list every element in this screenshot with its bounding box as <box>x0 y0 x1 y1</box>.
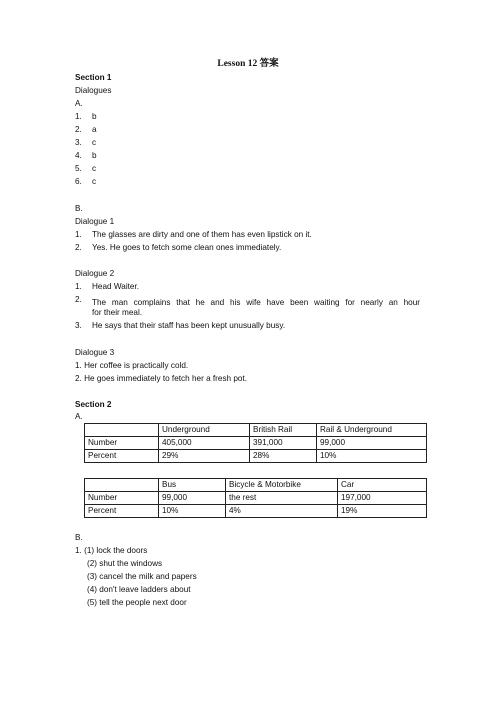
a-item-number: 1. <box>75 112 82 121</box>
dialogue2-item-number: 1. <box>75 282 82 291</box>
table-row-label: Number <box>85 437 159 450</box>
dialogue1-item-text: Yes. He goes to fetch some clean ones immediately. <box>92 243 282 252</box>
table-cell: 99,000 <box>159 492 226 505</box>
section2-b-label: B. <box>75 533 83 542</box>
b-sub-item: (4) don't leave ladders about <box>87 585 191 594</box>
table-row <box>85 450 427 463</box>
table-cell: the rest <box>226 492 338 505</box>
a-item-number: 2. <box>75 125 82 134</box>
a-item-answer: a <box>92 125 97 134</box>
table-cell: 99,000 <box>317 437 427 450</box>
table-header-cell: Bicycle & Motorbike <box>226 479 338 492</box>
transport-table-2 <box>84 478 427 518</box>
b-first-line: 1. (1) lock the doors <box>75 546 148 555</box>
dialogue3-line: 2. He goes immediately to fetch her a fresh pot. <box>75 374 248 383</box>
table-cell: 28% <box>250 450 317 463</box>
section1-b-label: B. <box>75 204 83 213</box>
transport-table-1 <box>84 423 427 463</box>
a-item-answer: b <box>92 151 97 160</box>
dialogue1-item-text: The glasses are dirty and one of them has even lipstick on it. <box>92 230 312 239</box>
a-item-answer: c <box>92 177 97 186</box>
table-cell: 19% <box>338 505 427 518</box>
table-cell: 29% <box>159 450 250 463</box>
table-cell: 10% <box>159 505 226 518</box>
table-cell: 391,000 <box>250 437 317 450</box>
dialogue2-item-text: Head Waiter. <box>92 282 140 291</box>
table-header-cell: Underground <box>159 424 250 437</box>
a-item-number: 6. <box>75 177 82 186</box>
table-row-label: Percent <box>85 505 159 518</box>
table-header-cell: Bus <box>159 479 226 492</box>
section1-a-label: A. <box>75 99 83 108</box>
dialogue2-item-number: 3. <box>75 321 82 330</box>
table-row <box>85 505 427 518</box>
section2-heading: Section 2 <box>75 400 112 409</box>
section1-heading: Section 1 <box>75 73 112 82</box>
a-item-answer: c <box>92 138 97 147</box>
a-item-number: 5. <box>75 164 82 173</box>
table-row-label: Number <box>85 492 159 505</box>
table-cell: 4% <box>226 505 338 518</box>
dialogue1-item-number: 1. <box>75 230 82 239</box>
dialogue1-item-number: 2. <box>75 243 82 252</box>
dialogue1-label: Dialogue 1 <box>75 217 115 226</box>
a-item-number: 4. <box>75 151 82 160</box>
table-cell: 197,000 <box>338 492 427 505</box>
page-title: Lesson 12 答案 <box>217 59 279 69</box>
b-sub-item: (2) shut the windows <box>87 559 163 568</box>
table-cell <box>85 424 159 437</box>
table-header-row <box>85 424 427 437</box>
dialogues-label: Dialogues <box>75 86 112 95</box>
table-cell: 405,000 <box>159 437 250 450</box>
table-cell <box>85 479 159 492</box>
table-row-label: Percent <box>85 450 159 463</box>
table-header-cell: British Rail <box>250 424 317 437</box>
table-header-row <box>85 479 427 492</box>
table-header-cell: Car <box>338 479 427 492</box>
table-cell: 10% <box>317 450 427 463</box>
a-item-answer: b <box>92 112 97 121</box>
dialogue3-label: Dialogue 3 <box>75 348 115 357</box>
b-sub-item: (3) cancel the milk and papers <box>87 572 197 581</box>
a-item-answer: c <box>92 164 97 173</box>
dialogue2-label: Dialogue 2 <box>75 269 115 278</box>
dialogue2-item-continuation: for their meal. <box>92 308 143 317</box>
dialogue2-item-text: The man complains that he and his wife have been waiting for nearly an hour <box>92 298 420 307</box>
table-row <box>85 492 427 505</box>
a-item-number: 3. <box>75 138 82 147</box>
dialogue3-line: 1. Her coffee is practically cold. <box>75 361 189 370</box>
section2-a-label: A. <box>75 412 83 421</box>
dialogue2-item-text: He says that their staff has been kept unusually busy. <box>92 321 286 330</box>
table-row <box>85 437 427 450</box>
b-sub-item: (5) tell the people next door <box>87 598 187 607</box>
dialogue2-item-number: 2. <box>75 295 82 304</box>
table-header-cell: Rail & Underground <box>317 424 427 437</box>
